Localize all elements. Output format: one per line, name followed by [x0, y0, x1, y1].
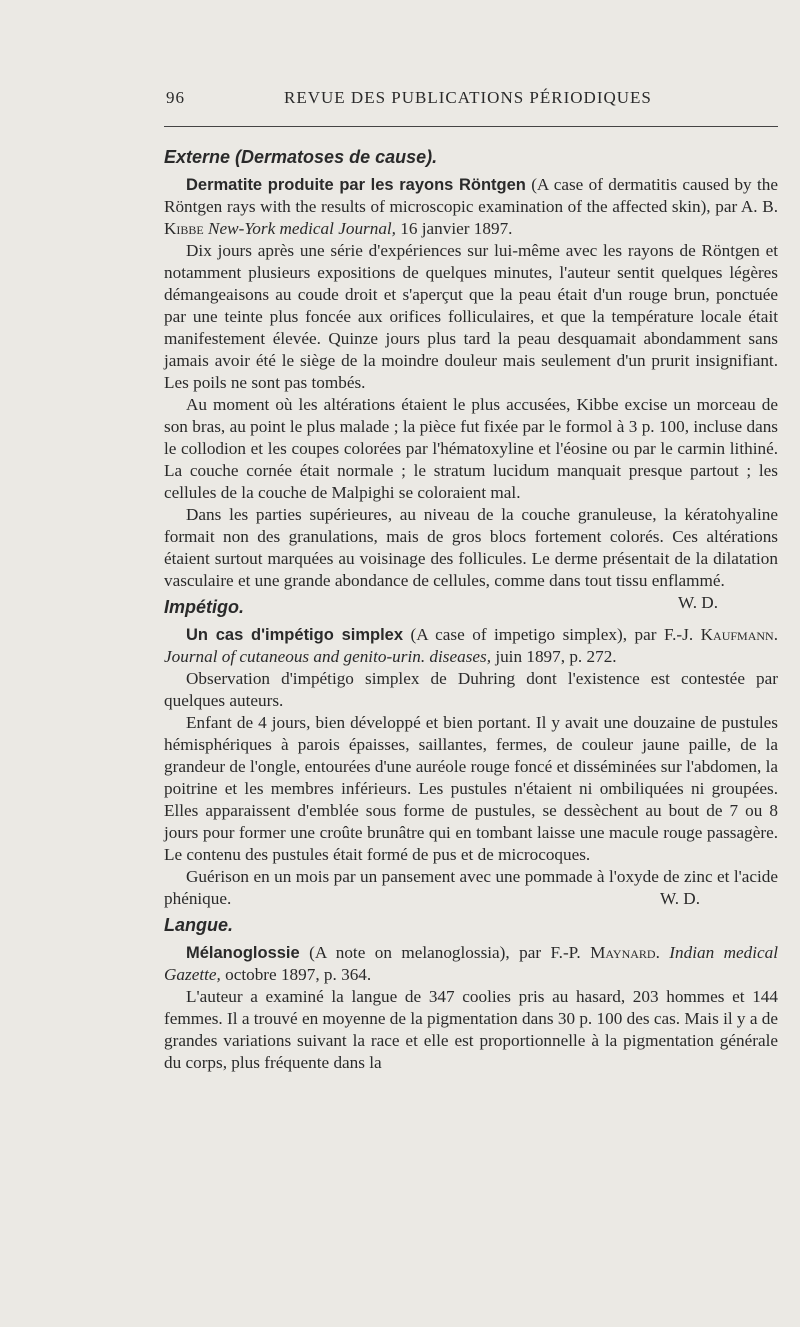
citation-text: (A case of impetigo simplex), par F.-J. [403, 625, 701, 644]
citation-date: octobre 1897, p. 364. [220, 965, 372, 984]
citation-text: (A note on melanoglossia), par F.-P. [299, 943, 591, 962]
article-reference [164, 942, 778, 986]
section-heading: Langue. [164, 915, 234, 935]
citation-journal: Journal of cutaneous and genito-urin. diseases, [164, 647, 492, 666]
article-reference [164, 624, 778, 668]
paragraph: L'auteur a examiné la langue de 347 coolies pris au hasard, 203 hommes et 144 femmes. Il a trouvé en moyenne de la pigmentation dans 30 p. 100 des cas. Mais il y a de grandes variations suivant la race et elle est proportionnelle à la pigmentation générale du corps, plus fréquente dans la [164, 987, 778, 1072]
article-reference [164, 174, 778, 240]
paragraph: Enfant de 4 jours, bien développé et bien portant. Il y avait une douzaine de pustules hémisphériques à parois épaisses, saillantes, fermes, de couleur jaune paille, de la grandeur de l'ongle, entourées d'une auréole rouge foncé et disséminées sur l'abdomen, la poitrine et les membres inférieurs. Les pustules n'étaient ni ombiliquées ni groupées. Elles apparaissent d'emblée sous forme de pustules, se dessèchent au bout de 7 ou 8 jours pour former une croûte brunâtre qui en tombant laisse une macule rouge passagère. Le contenu des pustules était formé de pus et de microcoques. [164, 713, 778, 864]
citation-date: 16 janvier 1897. [395, 219, 513, 238]
header-rule [164, 126, 778, 127]
citation-journal: Indian medical Gazette, [164, 943, 778, 984]
section-heading: Externe (Dermatoses de cause). [164, 147, 438, 167]
paragraph-text: Dans les parties supérieures, au niveau de la couche granuleuse, la kératohyaline formait non des granulations, mais de gros blocs fortement colorés. Ces altérations étaient surtout marquées au voisinage des follicules. Le derme présentait de la dilatation vasculaire et une grande abondance de cellules, comme dans tout tissu enflammé. [164, 505, 778, 590]
article-title: Dermatite produite par les rayons Röntgen [186, 176, 526, 194]
running-title: REVUE DES PUBLICATIONS PÉRIODIQUES [284, 88, 652, 107]
paragraph-text: Guérison en un mois par un pansement avec une pommade à l'oxyde de zinc et l'acide phénique. [164, 867, 778, 908]
citation-author: Kibbe [164, 219, 204, 238]
author-signature: W. D. [660, 889, 700, 908]
page-number: 96 [166, 88, 185, 107]
citation-author: Kaufmann. [700, 625, 779, 644]
citation-journal: New-York medical Journal, [208, 219, 396, 238]
citation-date: juin 1897, p. 272. [491, 647, 617, 666]
section-heading: Impétigo. [164, 597, 244, 617]
citation-text: (A case of dermatitis caused by the Röntgen rays with the results of microscopic examination of the affected skin), par A. B. [164, 175, 778, 216]
article-title: Un cas d'impétigo simplex [186, 626, 404, 644]
paragraph: Dix jours après une série d'expériences sur lui-même avec les rayons de Röntgen et notamment plusieurs expositions de quelques minutes, l'auteur sentit quelques légères démangeaisons au coude droit et s'aperçut que la peau était d'un rouge brun, ponctuée par une teinte plus foncée aux orifices folliculaires, et que la température locale était manifestement élevée. Quinze jours plus tard la peau desquamait abondamment sans jamais avoir été le siège de la moindre douleur mais seulement d'un prurit insignifiant. Les poils ne sont pas tombés. [164, 241, 778, 392]
paragraph [164, 866, 778, 910]
citation-author: Maynard. [590, 943, 660, 962]
body-text [164, 142, 778, 1074]
running-head [164, 88, 776, 112]
author-signature: W. D. [678, 593, 718, 612]
paragraph: Observation d'impétigo simplex de Duhring dont l'existence est contestée par quelques auteurs. [164, 669, 778, 710]
article-title: Mélanoglossie [186, 944, 300, 962]
paragraph: Au moment où les altérations étaient le plus accusées, Kibbe excise un morceau de son bras, au point le plus malade ; la pièce fut fixée par le formol à 3 p. 100, incluse dans le collodion et les coupes colorées par l'hématoxyline et l'éosine ou par le carmin lithiné. La couche cornée était normale ; le stratum lucidum manquait presque partout ; les cellules de la couche de Malpighi se coloraient mal. [164, 395, 778, 502]
